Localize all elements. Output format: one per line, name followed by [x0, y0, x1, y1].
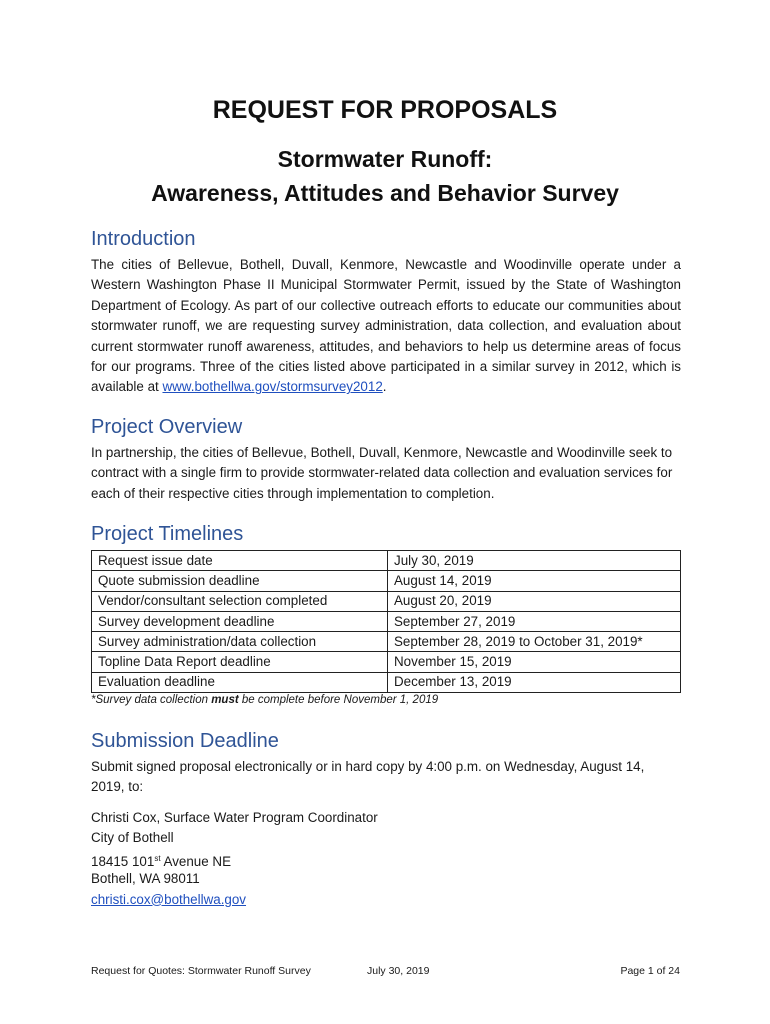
timeline-task-cell: Survey development deadline: [92, 611, 388, 631]
timeline-task-cell: Request issue date: [92, 551, 388, 571]
timeline-row: [92, 551, 681, 571]
contact-city: Bothell, WA 98011: [91, 871, 200, 887]
footer-document-name: Request for Quotes: Stormwater Runoff Survey: [91, 965, 311, 977]
timeline-row: [92, 591, 681, 611]
timeline-row: [92, 632, 681, 652]
introduction-paragraph: [91, 255, 681, 398]
timeline-row: [92, 571, 681, 591]
footer-page-number: Page 1 of 24: [620, 965, 680, 977]
timeline-date-cell: December 13, 2019: [388, 672, 681, 692]
timeline-date-cell: July 30, 2019: [388, 551, 681, 571]
timeline-date-cell: September 28, 2019 to October 31, 2019*: [388, 632, 681, 652]
contact-address-block: [91, 808, 378, 910]
subtitle-line-2: Awareness, Attitudes and Behavior Survey: [151, 180, 619, 206]
timeline-task-cell: Quote submission deadline: [92, 571, 388, 591]
footnote-emphasis: must: [211, 694, 239, 706]
timeline-task-cell: Topline Data Report deadline: [92, 652, 388, 672]
submission-heading: Submission Deadline: [91, 730, 279, 752]
footnote-text-end: be complete before November 1, 2019: [238, 694, 439, 706]
contact-street: [91, 849, 378, 869]
timeline-date-cell: November 15, 2019: [388, 652, 681, 672]
street-number: 18415 101: [91, 853, 155, 869]
submission-paragraph: Submit signed proposal electronically or in hard copy by 4:00 p.m. on Wednesday, August 14, 2019, to:: [91, 759, 645, 795]
timelines-heading: Project Timelines: [91, 523, 244, 545]
footer-date: July 30, 2019: [367, 965, 430, 977]
introduction-heading: Introduction: [91, 228, 196, 250]
timeline-task-cell: Survey administration/data collection: [92, 632, 388, 652]
introduction-text: The cities of Bellevue, Bothell, Duvall, Kenmore, Newcastle and Woodinville operate under a Western Washington Phase II Municipal Stormwater Permit, issued by the State of Washington Department of Ecology. As part of our collective outreach efforts to educate our communities about stormwater runoff, we are requesting survey administration, data collection, and evaluation about current stormwater runoff awareness, attitudes, and behaviors to help us determine areas of focus for our programs. Three of the cities listed above participated in a similar survey in 2012, which is available at: [91, 257, 681, 395]
timeline-task-cell: Evaluation deadline: [92, 672, 388, 692]
overview-paragraph: In partnership, the cities of Bellevue, Bothell, Duvall, Kenmore, Newcastle and Woodinville seek to contract with a single firm to provide stormwater-related data collection and evaluation services for each of their respective cities through implementation to completion.: [91, 445, 673, 501]
introduction-period: .: [382, 379, 387, 395]
timeline-date-cell: August 20, 2019: [388, 591, 681, 611]
timeline-date-cell: September 27, 2019: [388, 611, 681, 631]
subtitle-line-1: Stormwater Runoff:: [277, 146, 493, 172]
timeline-task-cell: Vendor/consultant selection completed: [92, 591, 388, 611]
street-name: Avenue NE: [160, 853, 232, 869]
street-ordinal: st: [154, 853, 161, 863]
timeline-row: [92, 652, 681, 672]
timelines-table: [91, 550, 681, 693]
contact-organization: City of Bothell: [91, 830, 174, 846]
document-title: REQUEST FOR PROPOSALS: [212, 96, 558, 124]
contact-email-link[interactable]: christi.cox@bothellwa.gov: [91, 891, 247, 907]
survey-2012-link[interactable]: www.bothellwa.gov/stormsurvey2012: [162, 379, 383, 395]
timeline-row: [92, 672, 681, 692]
timeline-date-cell: August 14, 2019: [388, 571, 681, 591]
contact-name: Christi Cox, Surface Water Program Coordinator: [91, 810, 378, 825]
timeline-row: [92, 611, 681, 631]
timelines-footnote: [91, 694, 438, 706]
footnote-text: *Survey data collection: [91, 694, 212, 706]
overview-heading: Project Overview: [91, 416, 243, 438]
